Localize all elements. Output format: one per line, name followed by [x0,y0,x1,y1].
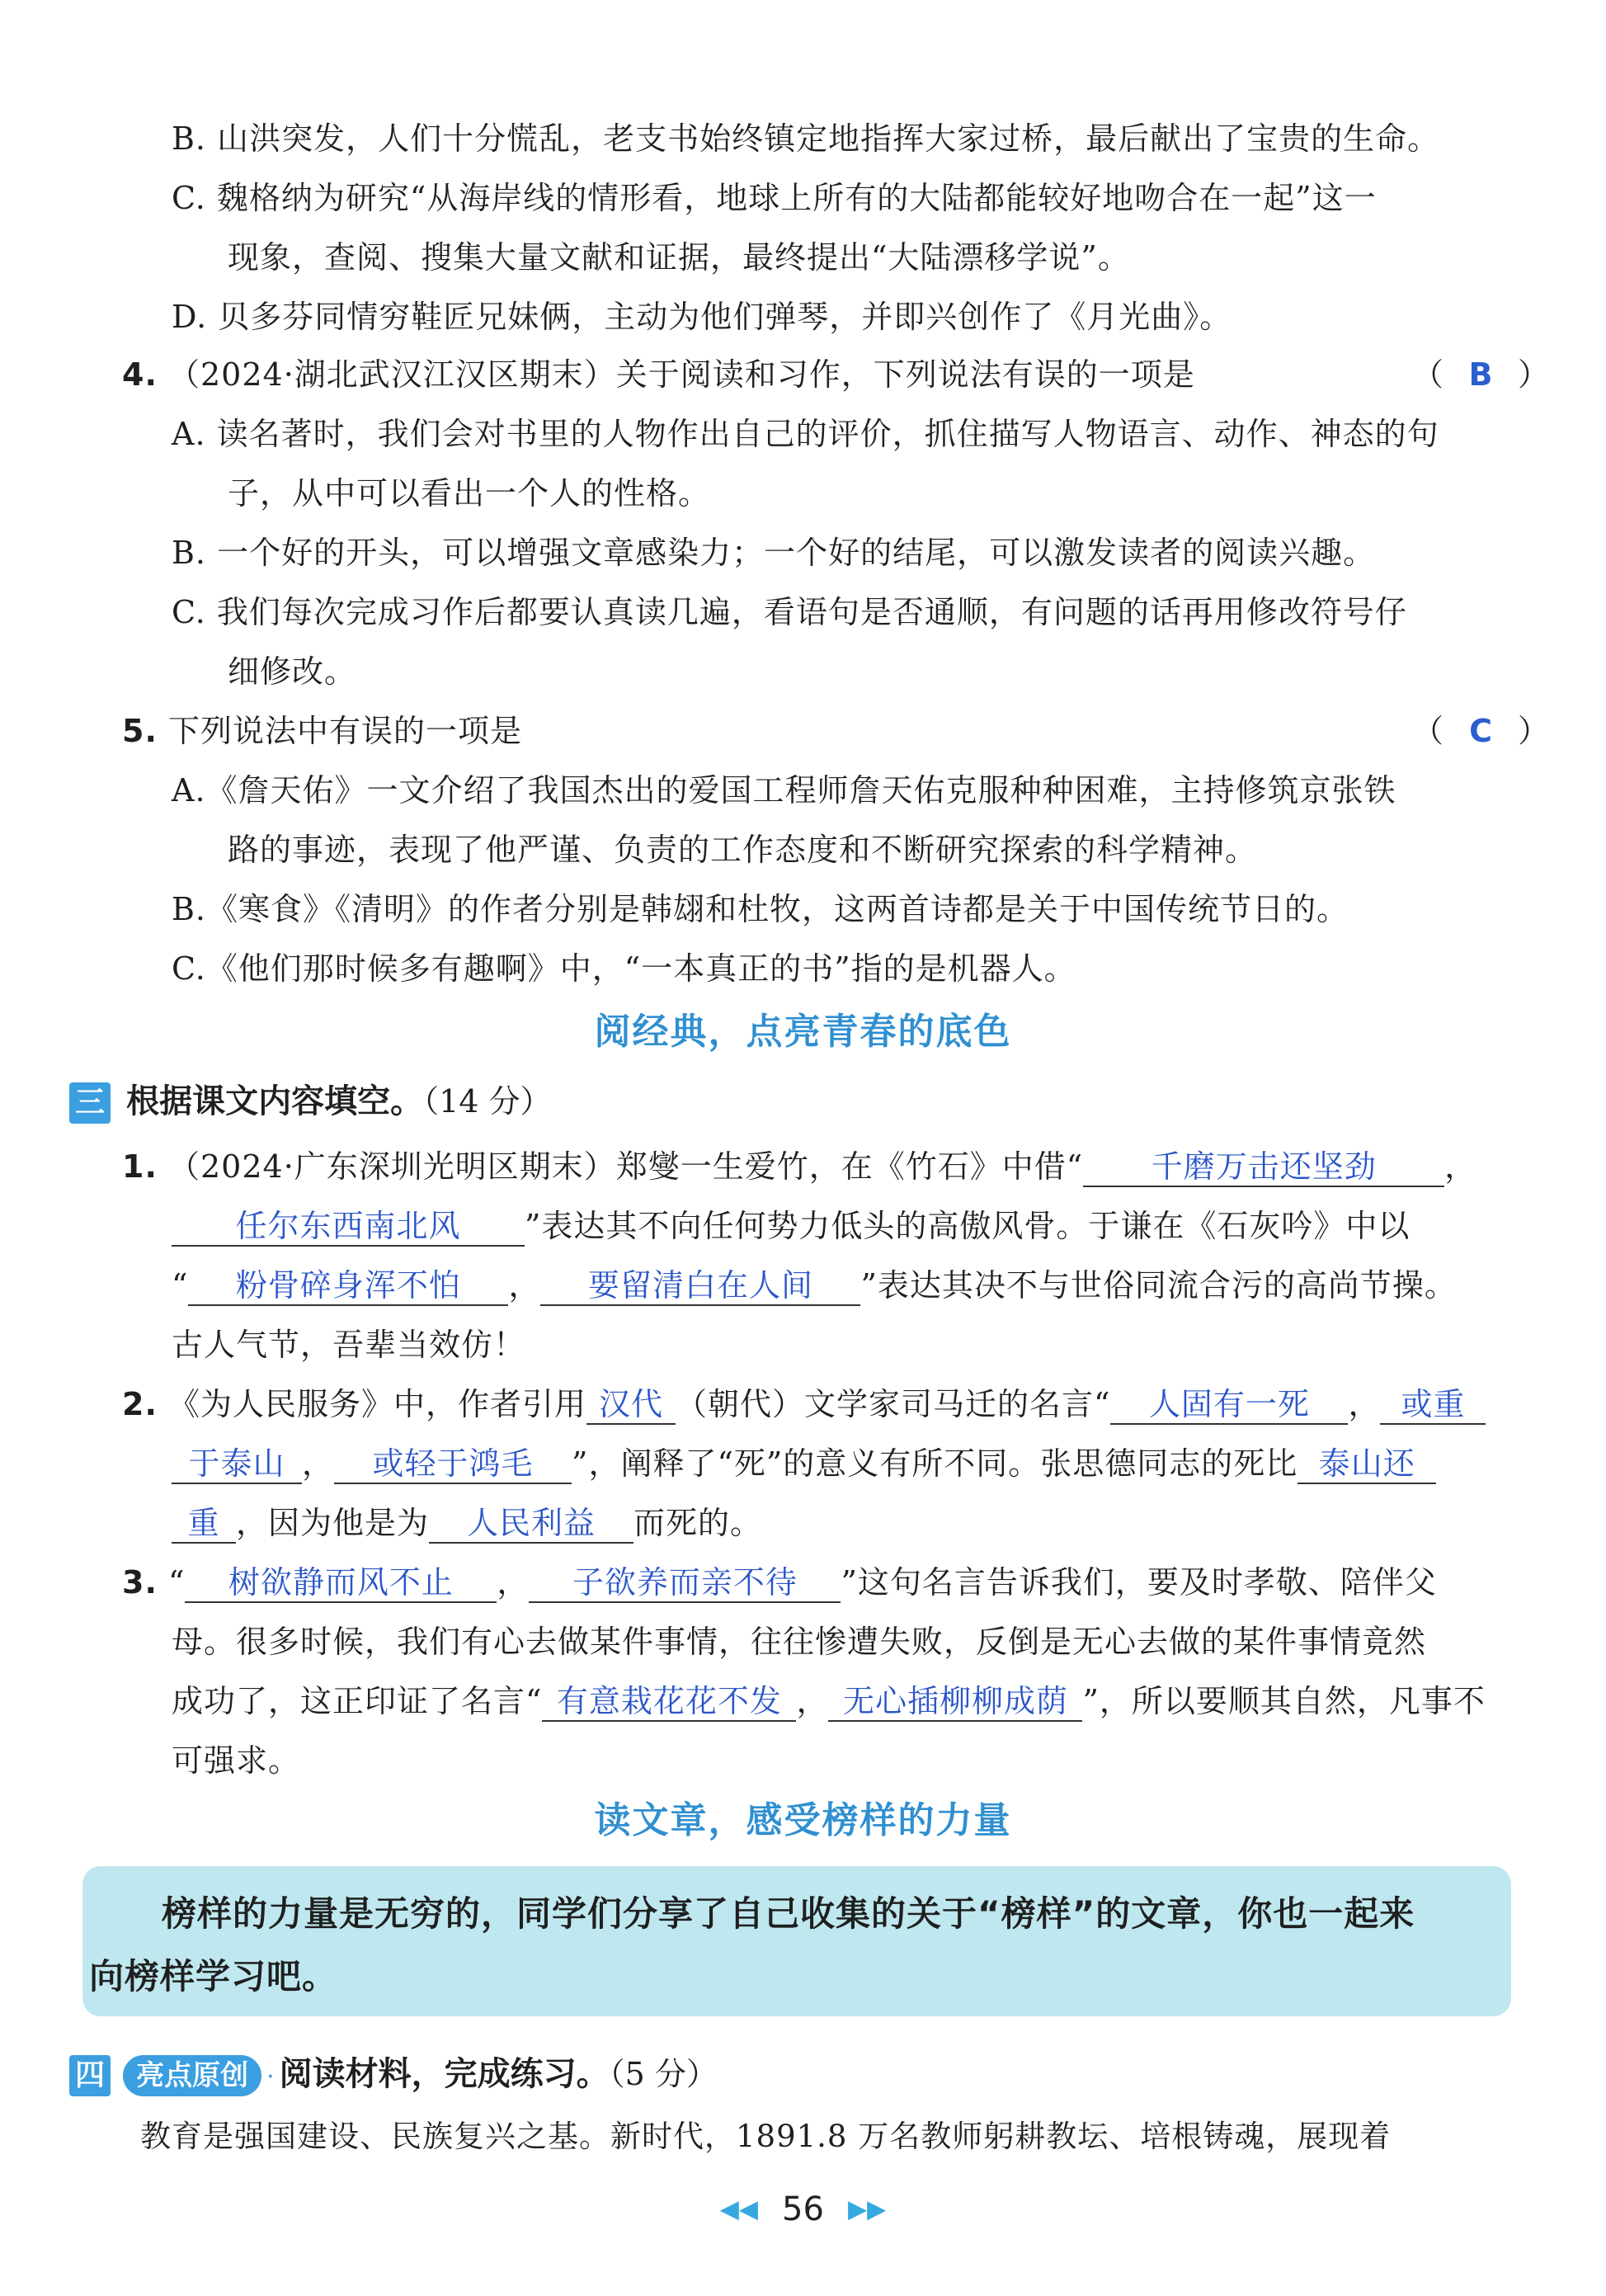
q3-option-b: B. 山洪突发，人们十分慌乱，老支书始终镇定地指挥大家过桥，最后献出了宝贵的生命。 [172,120,1440,157]
fill2-text3: ， [1348,1386,1381,1422]
fill1-text3: ”表达其不向任何势力低头的高傲风骨。于谦在《石灰吟》中以 [525,1208,1411,1244]
q4-stem-text: （2024·湖北武汉江汉区期末）关于阅读和习作，下列说法有误的一项是 [167,356,1195,393]
fill1-line3 [172,1261,1457,1310]
next-arrows-icon: ▶▶ [848,2195,887,2224]
q4-answer: B [1468,356,1493,393]
q3-option-c-line2: 现象，查阅、搜集大量文献和证据，最终提出“大陆漂移学说”。 [228,239,1130,276]
fill1-answer3: 粉骨碎身浑不怕 [188,1266,508,1306]
fill2-text4: ， [302,1445,335,1482]
fill3-answer4: 无心插柳柳成荫 [828,1682,1082,1722]
q5-option-b: B.《寒食》《清明》的作者分别是韩翃和杜牧，这两首诗都是关于中国传统节日的。 [172,891,1349,927]
q5-answer: C [1469,713,1492,749]
section3-title: 根据课文内容填空。 [126,1082,424,1120]
fill2-text1: 《为人民服务》中，作者引用 [167,1386,586,1422]
q3-option-d: D. 贝多芬同情穷鞋匠兄妹俩，主动为他们弹琴，并即兴创作了《月光曲》。 [172,299,1232,335]
fill1-text2: ， [1444,1148,1477,1185]
callout-line2: 向榜样学习吧。 [89,1956,338,1997]
fill3-line2: 母。很多时候，我们有心去做某件事情，往往惨遭失败，反倒是无心去做的某件事情竟然 [172,1624,1427,1660]
fill1-answer4: 要留清白在人间 [540,1266,860,1306]
fill3-text2: ， [497,1564,530,1601]
fill3-answer3: 有意栽花花不发 [542,1682,796,1722]
q4-option-a-line1: A. 读名著时，我们会对书里的人物作出自己的评价，抓住描写人物语言、动作、神态的句 [172,416,1439,452]
fill2-line1 [122,1379,1486,1429]
q5-stem [122,706,522,756]
fill1-text6: ”表达其决不与世俗同流合污的高尚节操。 [860,1267,1457,1304]
fill2-line2 [172,1439,1436,1488]
q4-stem [122,350,1195,399]
q5-number: 5. [122,713,158,749]
q4-option-c-line2: 细修改。 [228,653,357,690]
q5-answer-bracket: （ C ） [1412,706,1549,756]
fill1-answer1: 千磨万击还坚劲 [1083,1148,1444,1187]
q4-answer-bracket: （ B ） [1412,350,1549,399]
fill2-line3 [172,1498,762,1548]
fill1-number: 1. [122,1148,158,1185]
fill3-number: 3. [122,1564,158,1601]
prev-arrows-icon: ◀◀ [719,2195,758,2224]
q4-number: 4. [122,356,158,393]
fill3-line4: 可强求。 [172,1742,301,1779]
reading-passage-line1: 教育是强国建设、民族复兴之基。新时代，1891.8 万名教师躬耕教坛、培根铸魂，展现着 [140,2119,1392,2154]
section3-badge: 三 [69,1082,111,1124]
section4-title: 阅读材料，完成练习。 [279,2055,610,2093]
section-banner-classics: 阅经典，点亮青春的底色 [594,1011,1012,1053]
q4-option-a-line2: 子，从中可以看出一个人的性格。 [228,475,711,512]
fill2-text6: ，因为他是为 [236,1505,430,1541]
q4-option-c-line1: C. 我们每次完成习作后都要认真读几遍，看语句是否通顺，有问题的话再用修改符号仔 [172,594,1407,630]
fill3-answer2: 子欲养而亲不待 [529,1563,841,1603]
fill1-line1 [122,1142,1476,1191]
section4-badge: 四 [69,2055,111,2096]
q5-option-c: C.《他们那时候多有趣啊》中，“一本真正的书”指的是机器人。 [172,950,1076,987]
section4-original-pill: 亮点原创 [123,2055,261,2096]
page-footer [0,2190,1606,2228]
q5-stem-text: 下列说法中有误的一项是 [167,713,522,749]
fill1-text5: ， [508,1267,541,1304]
fill3-text7: ”，所以要顺其自然，凡事不 [1082,1683,1486,1719]
section3-score: （14 分） [423,1083,552,1120]
fill3-line1 [122,1558,1437,1607]
fill1-line4: 古人气节，吾辈当效仿！ [172,1327,526,1363]
q5-option-a-line2: 路的事迹，表现了他严谨、负责的工作态度和不断研究探索的科学精神。 [228,832,1258,868]
fill2-answer3-part2: 于泰山 [172,1445,302,1484]
callout-line1: 榜样的力量是无穷的，同学们分享了自己收集的关于“榜样”的文章，你也一起来 [162,1893,1415,1934]
section4-heading [69,2048,718,2096]
fill2-answer2: 人固有一死 [1110,1385,1348,1425]
fill1-answer2: 任尔东西南北风 [172,1207,525,1247]
fill3-text5: 成功了，这正印证了名言“ [172,1683,543,1719]
fill1-text4: “ [172,1267,189,1304]
q3-option-c-line1: C. 魏格纳为研究“从海岸线的情形看，地球上所有的大陆都能较好地吻合在一起”这一 [172,180,1377,216]
section3-heading [69,1075,552,1124]
fill2-text2: （朝代）文学家司马迁的名言“ [676,1386,1111,1422]
fill3-text3: ”这句名言告诉我们，要及时孝敬、陪伴父 [841,1564,1437,1601]
fill1-text1: （2024·广东深圳光明区期末）郑燮一生爱竹，在《竹石》中借“ [167,1148,1084,1185]
fill2-answer5-part2: 重 [172,1504,236,1544]
fill2-answer5-part1: 泰山还 [1298,1445,1436,1484]
section4-score: （5 分） [609,2056,718,2092]
fill3-text6: ， [796,1683,829,1719]
fill1-line2 [172,1201,1410,1251]
fill3-line3 [172,1676,1486,1726]
fill2-text5: ”，阐释了“死”的意义有所不同。张思德同志的死比 [572,1445,1298,1482]
section-banner-role-models: 读文章，感受榜样的力量 [594,1799,1012,1841]
fill2-answer6: 人民利益 [429,1504,633,1544]
page-number: 56 [782,2190,824,2228]
fill2-answer4: 或轻于鸿毛 [334,1445,572,1484]
q4-option-b: B. 一个好的开头，可以增强文章感染力；一个好的结尾，可以激发读者的阅读兴趣。 [172,535,1376,571]
fill2-number: 2. [122,1386,158,1422]
q5-option-a-line1: A.《詹天佑》一文介绍了我国杰出的爱国工程师詹天佑克服种种困难，主持修筑京张铁 [172,772,1396,809]
dot-separator: · [266,2063,275,2091]
fill2-answer3-part1: 或重 [1380,1385,1486,1425]
fill2-text7: 而死的。 [633,1505,763,1541]
fill3-answer1: 树欲静而风不止 [185,1563,497,1603]
fill2-answer1: 汉代 [586,1385,676,1425]
fill3-text1: “ [167,1564,186,1601]
